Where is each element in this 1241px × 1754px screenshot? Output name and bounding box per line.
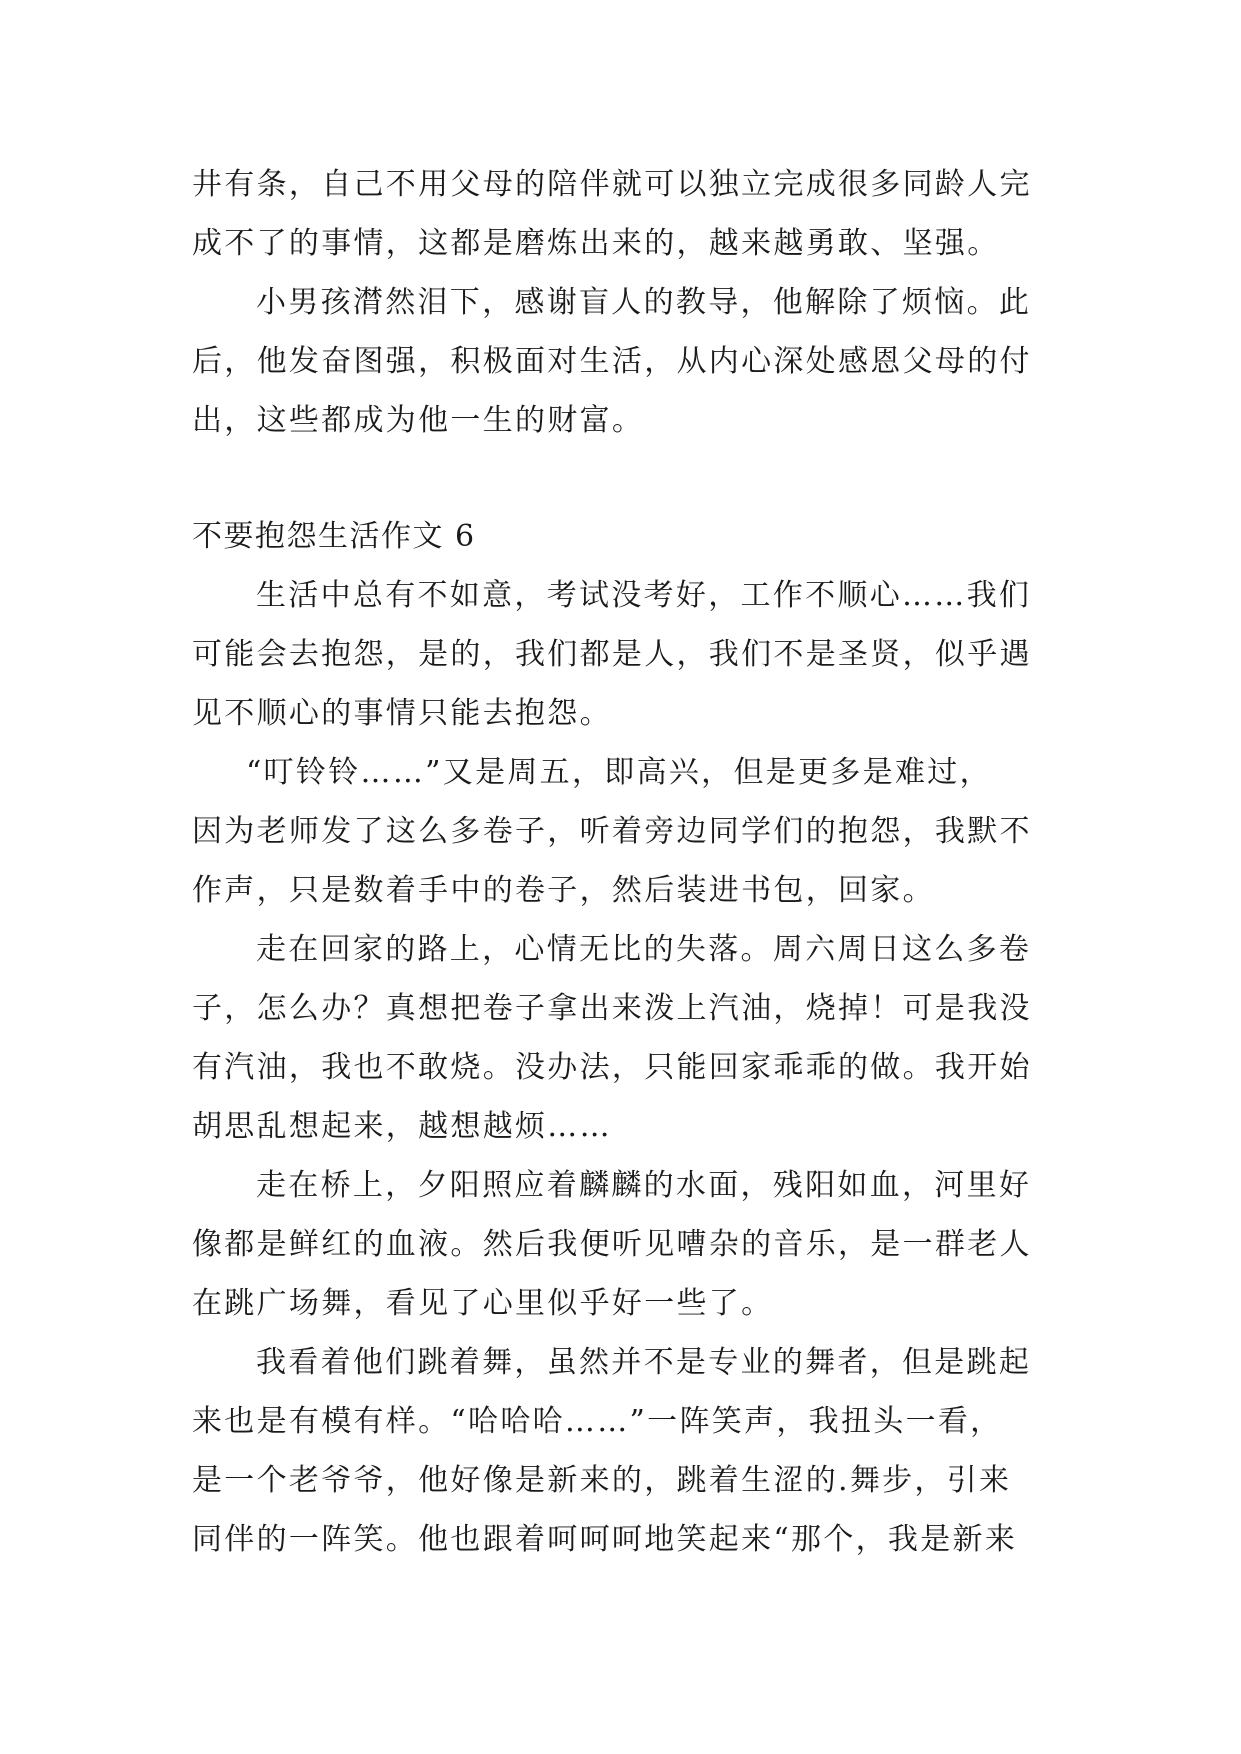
text-line: 成不了的事情，这都是磨炼出来的，越来越勇敢、坚强。 — [192, 226, 1000, 261]
section-heading: 不要抱怨生活作文 6 — [192, 519, 476, 554]
paragraph-start-line: 生活中总有不如意，考试没考好，工作不顺心……我们 — [256, 578, 1032, 613]
text-line: 作声，只是数着手中的卷子，然后装进书包，回家。 — [192, 873, 935, 908]
text-line: 胡思乱想起来，越想越烦…… — [192, 1109, 612, 1144]
text-line: 是一个老爷爷，他好像是新来的，跳着生涩的.舞步，引来 — [192, 1463, 1012, 1498]
text-line: 像都是鲜红的血液。然后我便听见嘈杂的音乐，是一群老人 — [192, 1227, 1032, 1262]
paragraph-start-line: 小男孩潸然泪下，感谢盲人的教导，他解除了烦恼。此 — [256, 285, 1032, 320]
paragraph-start-line: “叮铃铃……”又是周五，即高兴，但是更多是难过， — [246, 755, 992, 790]
text-line: 出，这些都成为他一生的财富。 — [192, 403, 645, 438]
text-line: 同伴的一阵笑。他也跟着呵呵呵地笑起来“那个，我是新来 — [192, 1522, 1018, 1557]
text-line: 有汽油，我也不敢烧。没办法，只能回家乖乖的做。我开始 — [192, 1050, 1032, 1085]
text-line: 后，他发奋图强，积极面对生活，从内心深处感恩父母的付 — [192, 344, 1032, 379]
text-line: 子，怎么办？真想把卷子拿出来泼上汽油，烧掉！可是我没 — [192, 991, 1032, 1026]
text-line: 可能会去抱怨，是的，我们都是人，我们不是圣贤，似乎遇 — [192, 637, 1032, 672]
paragraph-start-line: 我看着他们跳着舞，虽然并不是专业的舞者，但是跳起 — [256, 1345, 1032, 1380]
paragraph-start-line: 走在回家的路上，心情无比的失落。周六周日这么多卷 — [256, 932, 1032, 967]
text-line: 因为老师发了这么多卷子，听着旁边同学们的抱怨，我默不 — [192, 814, 1032, 849]
text-line: 井有条，自己不用父母的陪伴就可以独立完成很多同龄人完 — [192, 167, 1032, 202]
paragraph-start-line: 走在桥上，夕阳照应着麟麟的水面，残阳如血，河里好 — [256, 1168, 1032, 1203]
text-line: 在跳广场舞，看见了心里似乎好一些了。 — [192, 1286, 774, 1321]
text-line: 见不顺心的事情只能去抱怨。 — [192, 696, 612, 731]
text-line: 来也是有模有样。“哈哈哈……”一阵笑声，我扭头一看， — [192, 1404, 1003, 1439]
